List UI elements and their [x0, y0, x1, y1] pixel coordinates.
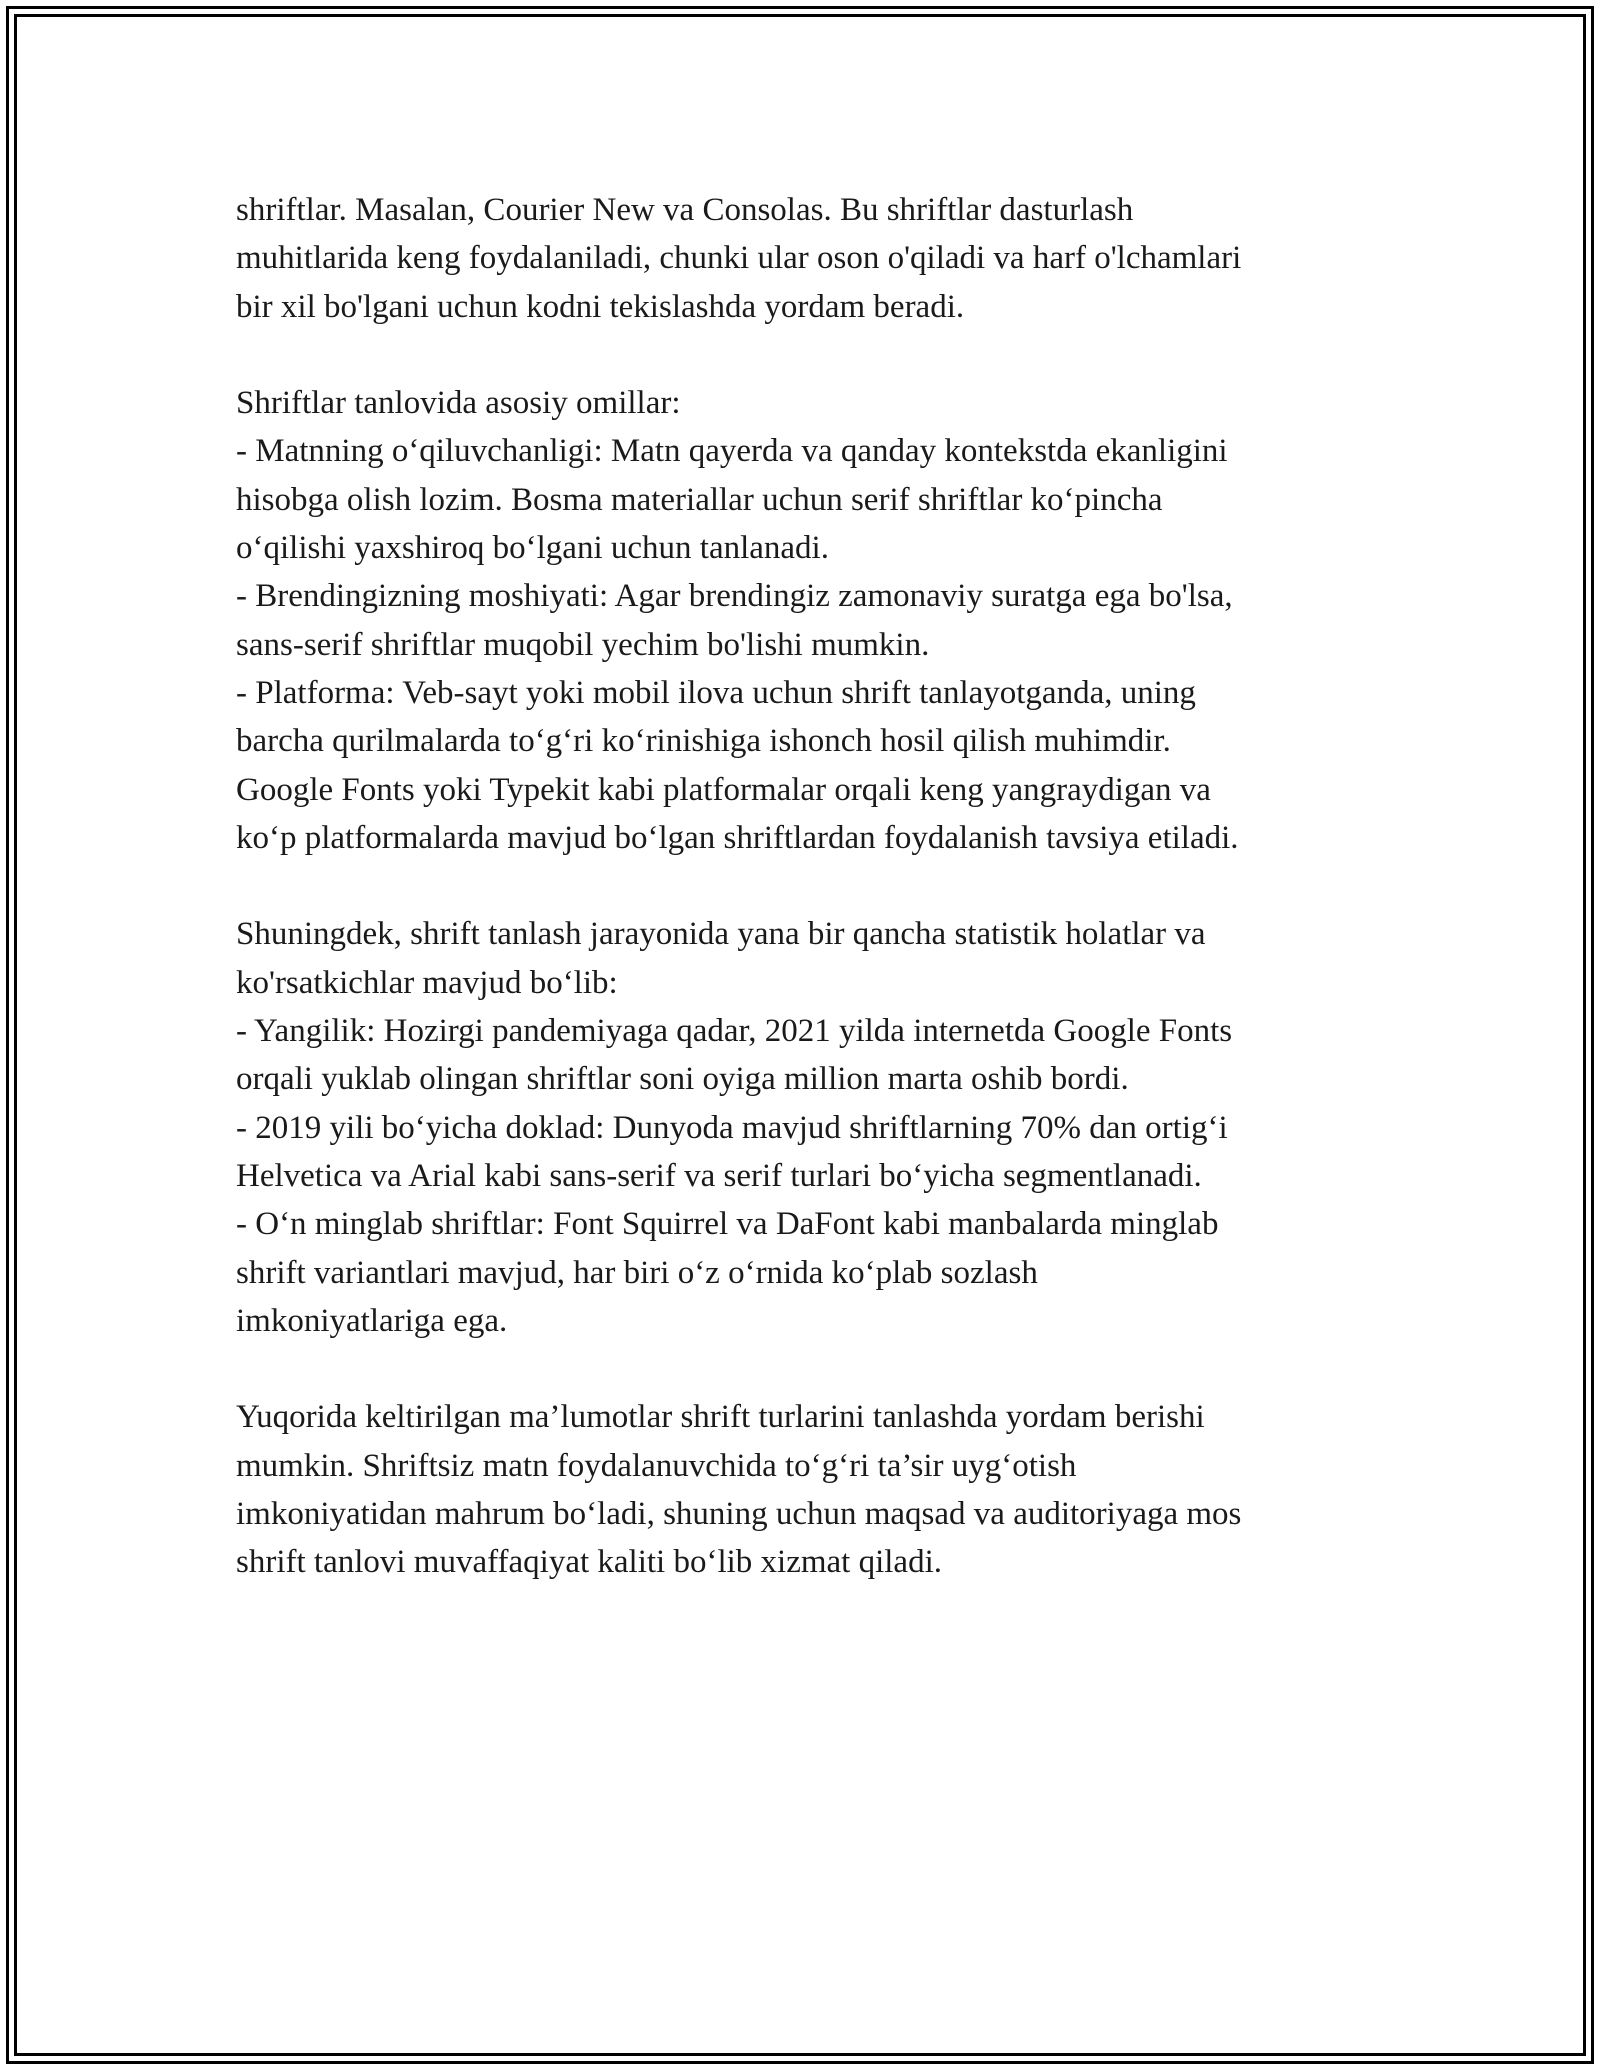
text-line: Yuqorida keltirilgan ma’lumotlar shrift turlarini tanlashda yordam berishi	[236, 1399, 1205, 1436]
paragraph	[236, 379, 1376, 862]
text-line: mumkin. Shriftsiz matn foydalanuvchida to‘g‘ri ta’sir uyg‘otish	[236, 1447, 1077, 1484]
paragraph	[236, 1393, 1376, 1586]
text-line: Helvetica va Arial kabi sans-serif va serif turlari bo‘yicha segmentlanadi.	[236, 1157, 1202, 1194]
text-line: shrift tanlovi muvaffaqiyat kaliti bo‘lib xizmat qiladi.	[236, 1544, 942, 1581]
text-line: - Brendingizning moshiyati: Agar brendingiz zamonaviy suratga ega bo'lsa,	[236, 578, 1233, 615]
text-line: orqali yuklab olingan shriftlar soni oyiga million marta oshib bordi.	[236, 1061, 1129, 1098]
text-line: shrift variantlari mavjud, har biri o‘z o‘rnida ko‘plab sozlash	[236, 1254, 1038, 1291]
text-line: o‘qilishi yaxshiroq bo‘lgani uchun tanlanadi.	[236, 530, 829, 567]
text-line: sans-serif shriftlar muqobil yechim bo'lishi mumkin.	[236, 626, 930, 663]
paragraph	[236, 186, 1376, 331]
text-line: - O‘n minglab shriftlar: Font Squirrel va DaFont kabi manbalarda minglab	[236, 1206, 1219, 1243]
text-line: muhitlarida keng foydalaniladi, chunki ular oson o'qiladi va harf o'lchamlari	[236, 240, 1242, 277]
document-body	[236, 186, 1376, 1635]
text-line: - Matnning o‘qiluvchanligi: Matn qayerda va qanday kontekstda ekanligini	[236, 433, 1228, 470]
text-line: hisobga olish lozim. Bosma materiallar uchun serif shriftlar ko‘pincha	[236, 481, 1163, 518]
text-line: shriftlar. Masalan, Courier New va Consolas. Bu shriftlar dasturlash	[236, 192, 1134, 228]
text-line: Shriftlar tanlovida asosiy omillar:	[236, 385, 681, 422]
text-line: - Yangilik: Hozirgi pandemiyaga qadar, 2021 yilda internetda Google Fonts	[236, 1013, 1233, 1050]
paragraph	[236, 910, 1376, 1345]
text-line: imkoniyatlariga ega.	[236, 1302, 508, 1339]
text-line: Shuningdek, shrift tanlash jarayonida yana bir qancha statistik holatlar va	[236, 916, 1206, 953]
text-line: - Platforma: Veb-sayt yoki mobil ilova uchun shrift tanlayotganda, uning	[236, 674, 1196, 711]
text-line: barcha qurilmalarda to‘g‘ri ko‘rinishiga ishonch hosil qilish muhimdir.	[236, 723, 1171, 760]
text-line: imkoniyatidan mahrum bo‘ladi, shuning uchun maqsad va auditoriyaga mos	[236, 1496, 1242, 1533]
text-line: - 2019 yili bo‘yicha doklad: Dunyoda mavjud shriftlarning 70% dan ortig‘i	[236, 1109, 1228, 1146]
text-line: ko‘p platformalarda mavjud bo‘lgan shriftlardan foydalanish tavsiya etiladi.	[236, 819, 1239, 856]
text-line: bir xil bo'lgani uchun kodni tekislashda yordam beradi.	[236, 288, 965, 325]
text-line: ko'rsatkichlar mavjud bo‘lib:	[236, 964, 618, 1001]
text-line: Google Fonts yoki Typekit kabi platformalar orqali keng yangraydigan va	[236, 771, 1211, 808]
